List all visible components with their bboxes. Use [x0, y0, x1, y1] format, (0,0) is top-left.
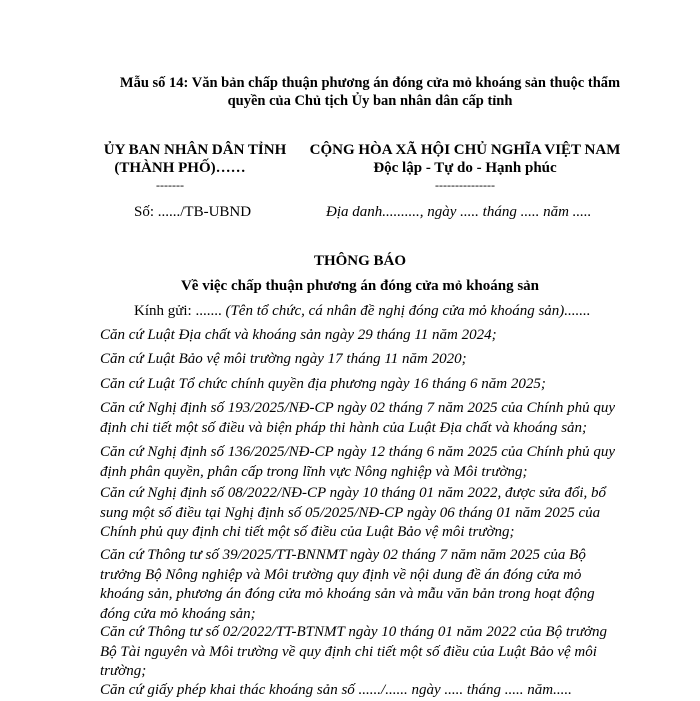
- legal-basis-paragraph: [100, 546, 625, 624]
- issuer-city: (THÀNH PHỐ)……: [114, 160, 246, 176]
- legal-basis-paragraph: [100, 399, 625, 438]
- notice-title: THÔNG BÁO: [313, 253, 407, 269]
- legal-basis-paragraph: [100, 681, 625, 701]
- legal-basis-paragraph: [100, 443, 625, 482]
- recipient-hint: (Tên tổ chức, cá nhân đề nghị đóng cửa mỏ khoáng sản).......: [225, 303, 591, 319]
- recipient-label: Kính gửi: .......: [134, 303, 222, 319]
- legal-basis-line: Căn cứ Luật Tổ chức chính quyền địa phương ngày 16 tháng 6 năm 2025;: [100, 376, 546, 392]
- notice-subject: Về việc chấp thuận phương án đóng cửa mỏ khoáng sản: [180, 278, 540, 294]
- national-motto: Độc lập - Tự do - Hạnh phúc: [373, 160, 557, 176]
- legal-basis-line: định phân quyền, phân cấp trong lĩnh vực Nông nghiệp và Môi trường;: [100, 463, 528, 480]
- legal-basis-paragraph: [100, 484, 625, 543]
- legal-basis-line: Căn cứ Luật Bảo vệ môi trường ngày 17 tháng 11 năm 2020;: [100, 351, 467, 367]
- legal-basis-line: Căn cứ Thông tư số 39/2025/TT-BNNMT ngày 02 tháng 7 năm năm 2025 của Bộ: [100, 547, 586, 563]
- legal-basis-line: Căn cứ Thông tư số 02/2022/TT-BTNMT ngày 10 tháng 01 năm 2022 của Bộ trưởng: [100, 624, 608, 640]
- legal-basis-line: Căn cứ Luật Địa chất và khoáng sản ngày 29 tháng 11 năm 2024;: [100, 327, 497, 343]
- national-rule: ---------------: [435, 178, 495, 192]
- legal-basis-line: đóng cửa mỏ khoáng sản;: [100, 605, 256, 622]
- place-and-date: Địa danh.........., ngày ..... tháng ..... năm .....: [326, 204, 592, 220]
- national-title: CỘNG HÒA XÃ HỘI CHỦ NGHĨA VIỆT NAM: [309, 142, 621, 158]
- legal-basis-line: trưởng Bộ Nông nghiệp và Môi trường quy định về nội dung đề án đóng cửa mỏ: [100, 566, 582, 583]
- legal-basis-line: sung một số điều tại Nghị định số 05/2025/NĐ-CP ngày 06 tháng 01 năm 2025 của: [100, 504, 601, 521]
- legal-basis-line: khoáng sản, phương án đóng cửa mỏ khoáng sản và mẫu văn bản trong hoạt động: [100, 586, 595, 602]
- legal-basis-paragraph: [100, 326, 625, 346]
- legal-basis-line: Căn cứ Nghị định số 193/2025/NĐ-CP ngày 02 tháng 7 năm 2025 của Chính phủ quy: [100, 400, 615, 416]
- legal-basis-paragraph: [100, 375, 625, 395]
- legal-basis-line: Bộ Tài nguyên và Môi trường về quy định chi tiết một số điều của Luật Bảo vệ môi: [100, 643, 597, 660]
- issuer-name: ỦY BAN NHÂN DÂN TỈNH: [103, 142, 287, 158]
- document-number: Số: ....../TB-UBND: [134, 204, 252, 220]
- legal-basis-paragraph: [100, 623, 625, 682]
- legal-basis-line: Căn cứ giấy phép khai thác khoáng sản số ....../...... ngày ..... tháng ..... năm.....: [100, 682, 572, 698]
- legal-basis-line: Căn cứ Nghị định số 136/2025/NĐ-CP ngày 12 tháng 6 năm 2025 của Chính phủ quy: [100, 444, 615, 460]
- legal-basis-line: định chi tiết một số điều và biện pháp thi hành của Luật Địa chất và khoáng sản;: [100, 419, 588, 436]
- form-title-line-2: quyền của Chủ tịch Ủy ban nhân dân cấp tỉnh: [227, 93, 513, 109]
- legal-basis-line: Chính phủ quy định chi tiết một số điều của Luật Bảo vệ môi trường;: [100, 524, 515, 540]
- recipient-line: [134, 302, 591, 320]
- legal-basis-line: trường;: [100, 663, 147, 679]
- legal-basis-line: Căn cứ Nghị định số 08/2022/NĐ-CP ngày 10 tháng 01 năm 2022, được sửa đổi, bổ: [100, 485, 607, 501]
- issuer-rule: -------: [156, 178, 184, 192]
- legal-basis-paragraph: [100, 350, 625, 370]
- form-title-line-1: Mẫu số 14: Văn bản chấp thuận phương án đóng cửa mỏ khoáng sản thuộc thẩm: [119, 75, 621, 91]
